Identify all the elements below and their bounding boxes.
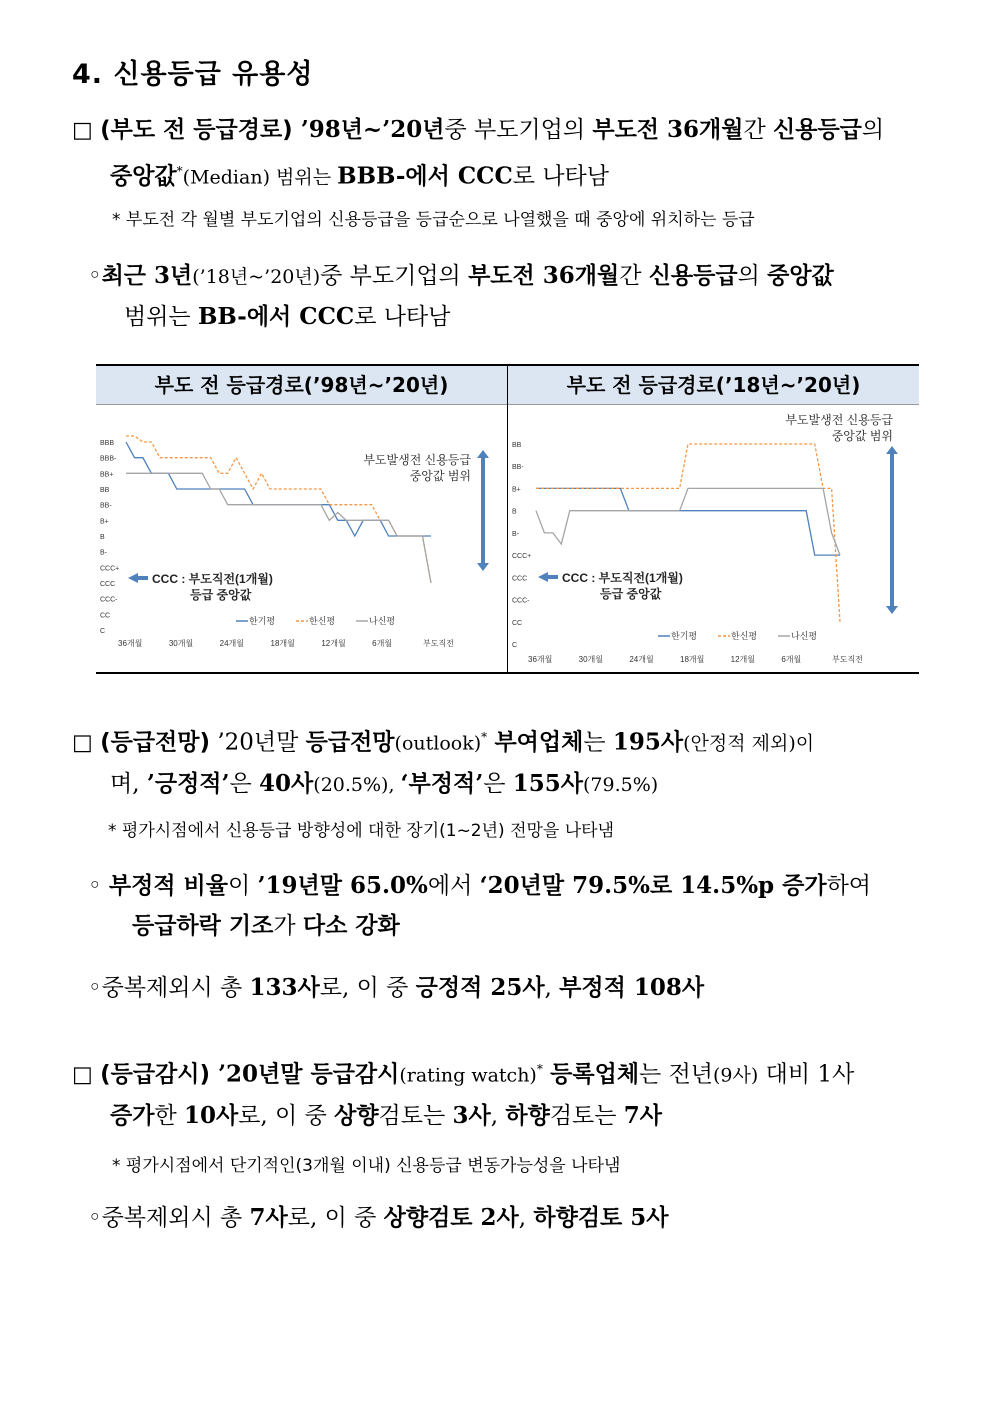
y-tick-label: B+: [100, 518, 109, 526]
y-tick-label: CC: [512, 619, 523, 627]
text-span: 하향: [505, 1101, 550, 1129]
text-span: 검토는: [549, 1102, 624, 1129]
range-arrow-head-up: [886, 446, 898, 454]
text-span: 로 나타남: [512, 163, 609, 190]
range-arrow-head-down: [886, 606, 898, 614]
text-span: 등록업체: [550, 1060, 640, 1088]
y-tick-label: BB: [100, 487, 110, 494]
text-span: 중 부도기업의: [320, 263, 469, 289]
text-span: 하여: [826, 873, 872, 899]
legend-label: 나신평: [791, 631, 818, 641]
paragraph-dedup-watch: [88, 1198, 669, 1238]
bullet: ◦: [88, 975, 102, 1001]
lead-label: (등급감시): [100, 1061, 211, 1088]
text-span: 부정적 108사: [559, 974, 705, 1001]
text-span: 3사: [452, 1101, 491, 1129]
y-tick-label: BB-: [512, 464, 524, 472]
y-tick-label: CC: [100, 612, 111, 620]
y-tick-label: BB+: [100, 471, 114, 479]
y-tick-label: B-: [512, 530, 519, 538]
chart-table: [96, 364, 919, 674]
legend-label: 나신평: [369, 616, 396, 626]
text-span: 40사: [259, 769, 314, 797]
x-tick-label: 12개월: [730, 655, 756, 664]
text-span: 중 부도기업의: [444, 117, 593, 143]
x-tick-label: 36개월: [528, 655, 553, 664]
text-span: BB-에서 CCC: [197, 303, 355, 330]
x-tick-label: 24개월: [629, 655, 654, 664]
checkbox-bullet: □: [72, 118, 93, 143]
text-span: 간: [619, 263, 649, 289]
chart-header-left: 부도 전 등급경로(’98년~’20년): [96, 366, 507, 405]
text-span: (rating watch): [399, 1064, 537, 1087]
text-span: 로 나타남: [354, 304, 451, 330]
text-span: ,: [490, 1102, 506, 1129]
annotation-range-label: 중앙값 범위: [831, 429, 893, 443]
checkbox-bullet: □: [72, 1062, 93, 1088]
text-span: 로, 이 중: [319, 975, 416, 1001]
text-span: 의: [861, 117, 885, 143]
x-tick-label: 부도직전: [423, 639, 454, 648]
bullet: ◦: [88, 873, 102, 899]
text-span: 한: [154, 1102, 184, 1129]
text-span: (79.5%): [582, 773, 659, 796]
text-span: ,: [544, 975, 560, 1001]
legend-label: 한기평: [249, 616, 276, 626]
bullet: ◦: [88, 263, 102, 289]
text-span: 195사: [612, 728, 684, 756]
text-span: 로, 이 중: [238, 1102, 335, 1129]
x-tick-label: 36개월: [118, 639, 143, 648]
text-span: 는 전년: [639, 1061, 714, 1088]
text-span: 등급전망: [305, 728, 395, 756]
series-line: [536, 488, 840, 555]
text-span: (’18년~’20년): [192, 266, 321, 288]
text-span: 7사: [249, 1204, 288, 1231]
text-span: 부정적 비율: [108, 872, 228, 899]
text-span: (9사): [713, 1064, 759, 1087]
footnote-mark: *: [176, 164, 183, 178]
y-tick-label: BB: [512, 442, 522, 449]
text-span: 범위는: [124, 304, 198, 330]
lead-label: (등급전망): [100, 729, 211, 756]
text-span: 대비 1사: [758, 1061, 855, 1088]
legend-label: 한신평: [731, 631, 758, 641]
text-span: 등급하락 기조: [132, 912, 274, 939]
y-tick-label: B+: [512, 486, 521, 494]
paragraph-default-path: [72, 110, 932, 198]
footnote: * 부도전 각 월별 부도기업의 신용등급을 등급순으로 나열했을 때 중앙에 위치하는 등급: [112, 210, 755, 230]
text-span: 133사: [249, 974, 320, 1001]
text-span: 로, 이 중: [287, 1205, 384, 1231]
text-span: 은: [229, 770, 260, 797]
text-span: 며,: [110, 770, 147, 797]
x-tick-label: 30개월: [578, 655, 604, 664]
series-line: [536, 444, 840, 622]
series-line: [536, 488, 840, 555]
x-tick-label: 12개월: [321, 639, 346, 648]
bullet: ◦: [88, 1205, 102, 1231]
y-tick-label: C: [512, 642, 518, 649]
paragraph-recent: [88, 256, 938, 337]
annotation-ccc-label: 등급 중앙값: [600, 587, 662, 601]
text-span: 등급감시: [310, 1060, 400, 1088]
text-span: ’20년말: [210, 1060, 311, 1088]
series-line: [126, 473, 431, 583]
text-span: 는: [583, 729, 613, 756]
text-span: 상향검토 2사: [383, 1204, 519, 1231]
y-tick-label: B: [512, 508, 517, 516]
ccc-arrow-icon: [538, 572, 558, 582]
text-span: 중앙값: [767, 262, 834, 289]
text-span: 중복제외시 총: [101, 1205, 250, 1231]
text-span: 은: [483, 770, 513, 797]
y-tick-label: BBB: [100, 440, 115, 447]
text-span: (안정적 제외)이: [683, 732, 815, 755]
text-span: ’긍정적’: [146, 769, 230, 797]
x-tick-label: 18개월: [270, 639, 295, 648]
text-span: 중앙값: [110, 162, 177, 190]
text-span: 긍정적 25사: [415, 974, 545, 1001]
y-tick-label: CCC-: [512, 597, 530, 605]
text-span: 신용등급: [773, 116, 862, 143]
section-title: 4. 신용등급 유용성: [72, 59, 314, 90]
ccc-arrow-icon: [128, 573, 148, 583]
range-arrow-head-down: [477, 563, 489, 571]
y-tick-label: BBB-: [100, 455, 117, 463]
y-tick-label: CCC-: [100, 596, 118, 604]
annotation-ccc-label: 등급 중앙값: [190, 588, 252, 602]
text-span: 10사: [183, 1101, 239, 1129]
text-span: ’98년~’20년: [292, 116, 445, 143]
y-tick-label: BB-: [100, 502, 112, 510]
checkbox-bullet: □: [72, 730, 93, 756]
y-tick-label: CCC+: [100, 565, 120, 573]
legend-label: 한신평: [309, 616, 336, 626]
text-span: 7사: [623, 1101, 663, 1129]
text-span: 상향: [334, 1101, 379, 1129]
text-span: 신용등급: [648, 262, 738, 289]
paragraph-watch: [72, 1049, 932, 1136]
chart-right: [508, 406, 918, 670]
x-tick-label: 30개월: [168, 639, 194, 648]
y-tick-label: B-: [100, 549, 107, 557]
footnote-mark: *: [536, 1062, 543, 1076]
text-span: 간: [743, 117, 774, 143]
x-tick-label: 6개월: [781, 655, 802, 664]
paragraph-outlook: [72, 717, 932, 805]
text-span: 155사: [512, 769, 583, 797]
text-span: ,: [518, 1205, 534, 1231]
annotation-ccc-label: CCC : 부도직전(1개월): [152, 572, 273, 586]
text-span: 가: [273, 913, 303, 939]
lead-label: (부도 전 등급경로): [100, 117, 293, 143]
text-span: (outlook): [394, 732, 482, 755]
x-tick-label: 6개월: [372, 639, 393, 648]
x-tick-label: 18개월: [680, 655, 705, 664]
footnote-mark: *: [481, 730, 488, 744]
x-tick-label: 24개월: [219, 639, 245, 648]
text-span: (20.5%),: [313, 773, 401, 796]
y-tick-label: CCC: [512, 575, 528, 583]
text-span: ‘부정적’: [400, 769, 484, 797]
text-span: ‘20년말 79.5%로 14.5%p 증가: [479, 872, 827, 899]
y-tick-label: B: [100, 534, 105, 541]
text-span: 이: [228, 873, 258, 899]
range-arrow-head-up: [477, 450, 489, 458]
text-span: 최근 3년: [101, 262, 193, 289]
text-span: 다소 강화: [302, 912, 400, 939]
text-span: ’19년말 65.0%: [257, 872, 428, 899]
annotation-ccc-label: CCC : 부도직전(1개월): [562, 571, 683, 585]
footnote: * 평가시점에서 신용등급 방향성에 대한 장기(1~2년) 전망을 나타냄: [108, 821, 615, 841]
y-tick-label: CCC: [100, 581, 116, 588]
text-span: (Median) 범위는: [182, 166, 338, 189]
text-span: 중복제외시 총: [101, 975, 250, 1001]
text-span: 부여업체: [494, 728, 584, 756]
annotation-range-label: 부도발생전 신용등급: [785, 413, 893, 427]
legend-label: 한기평: [671, 631, 698, 641]
annotation-range-label: 중앙값 범위: [409, 469, 471, 483]
chart-header-right: 부도 전 등급경로(’18년~’20년): [508, 366, 919, 405]
text-span: 검토는: [378, 1102, 453, 1129]
x-tick-label: 부도직전: [832, 655, 863, 664]
y-tick-label: C: [100, 628, 106, 635]
paragraph-negative-ratio: [88, 866, 938, 946]
text-span: 에서: [427, 873, 480, 899]
paragraph-dedup-outlook: [88, 968, 704, 1008]
footnote: * 평가시점에서 단기적인(3개월 이내) 신용등급 변동가능성을 나타냄: [112, 1156, 621, 1176]
text-span: 부도전 36개월: [592, 116, 744, 143]
text-span: 증가: [110, 1101, 155, 1129]
annotation-range-label: 부도발생전 신용등급: [363, 453, 471, 467]
text-span: BBB-에서 CCC: [337, 162, 513, 190]
text-span: 부도전 36개월: [468, 262, 620, 289]
chart-left: [96, 406, 506, 670]
text-span: 의: [737, 263, 768, 289]
y-tick-label: CCC+: [512, 553, 532, 561]
text-span: 하향검토 5사: [533, 1204, 669, 1231]
text-span: ’20년말: [210, 729, 306, 756]
